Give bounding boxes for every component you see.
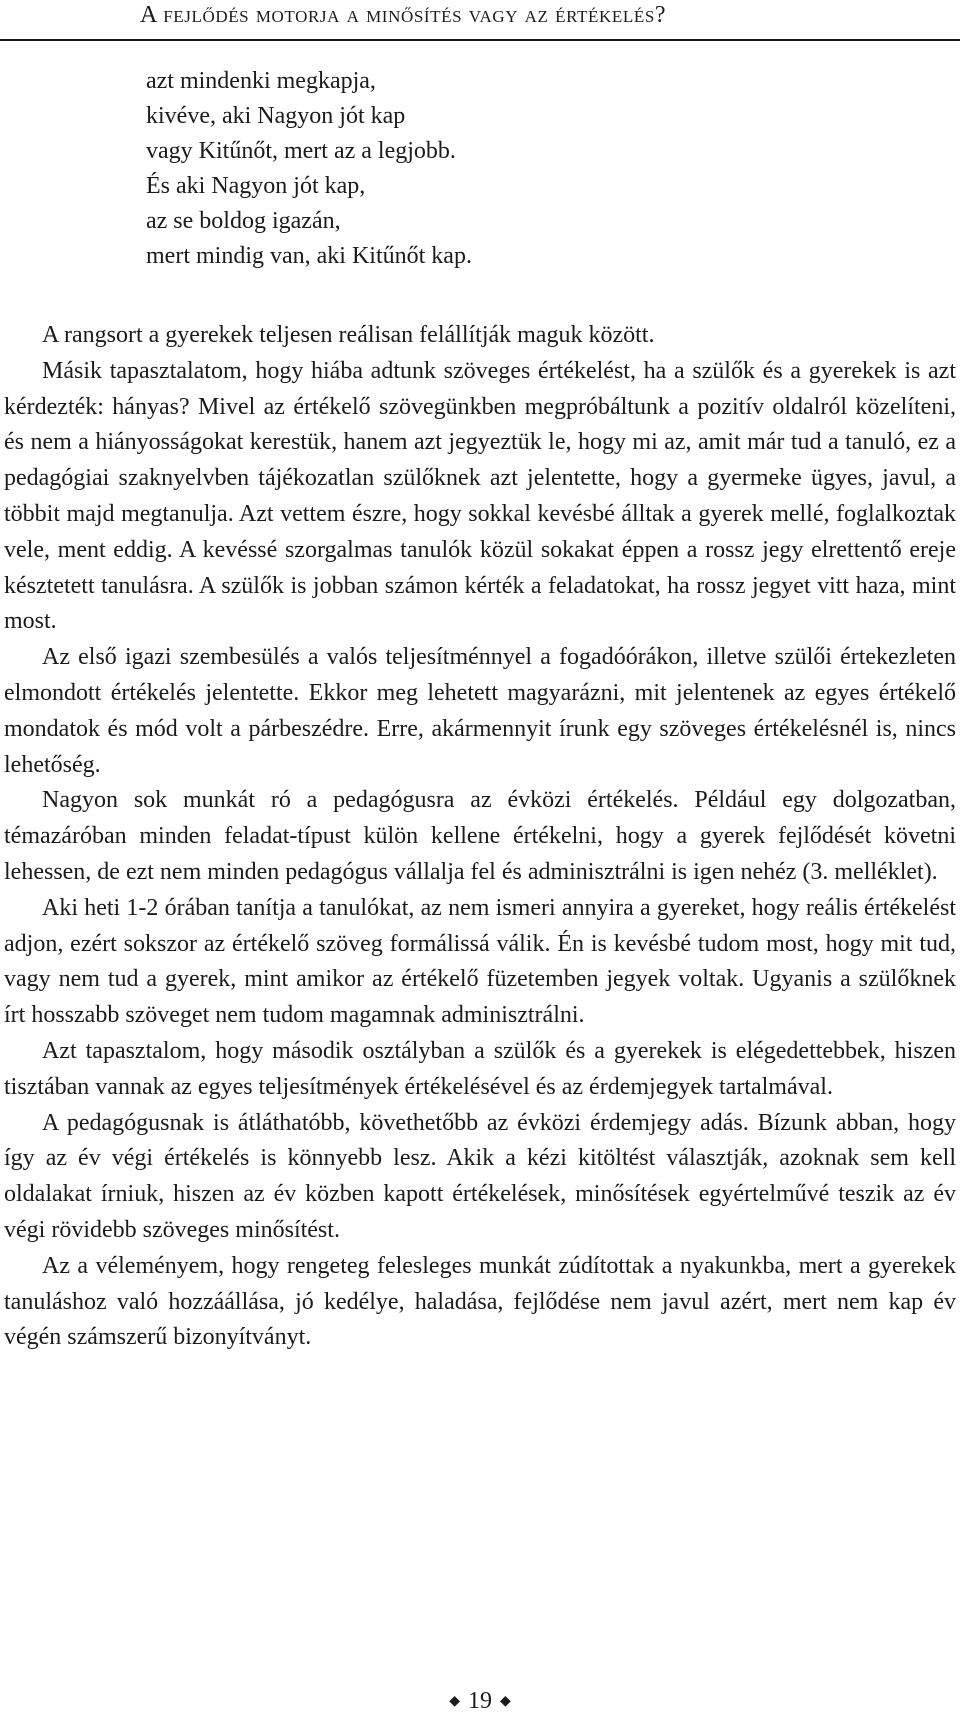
paragraph: Azt tapasztalom, hogy második osztályban a szülők és a gyerekek is elégedettebbek, hiszen tisztában vannak az egyes teljesítmények értékelésével és az érdemjegyek tartalmával. (4, 1037, 956, 1100)
diamond-ornament-icon: ◆ (449, 1694, 460, 1709)
poem-line: az se boldog igazán, (146, 208, 341, 234)
poem-block (146, 64, 472, 274)
poem-line: vagy Kitűnőt, mert az a legjobb. (146, 138, 456, 164)
poem-line: mert mindig van, aki Kitűnőt kap. (146, 243, 472, 269)
paragraph: Az első igazi szembesülés a valós teljesítménnyel a fogadóórákon, illetve szülői értekezleten elmondott értékelés jelentette. Ekkor meg lehetett magyarázni, mit jelentenek az egyes értékelő mondatok és mód volt a párbeszédre. Erre, akármennyit írunk egy szöveges értékelésnél is, nincs lehetőség. (4, 644, 956, 778)
paragraph: A pedagógusnak is átláthatóbb, követhetőbb az évközi érdemjegy adás. Bízunk abban, hogy így az év végi értékelés is könnyebb lesz. Akik a kézi kitöltést választják, azoknak sem kell oldalakat írniuk, hiszen az év közben kapott értékelések, minősítések egyértelművé teszik az év végi rövidebb szöveges minősítést. (4, 1109, 956, 1243)
page-footer (0, 1686, 960, 1717)
running-head: A fejlődés motorja a minősítés vagy az értékelés? (140, 2, 667, 28)
diamond-ornament-icon: ◆ (500, 1694, 511, 1709)
header-rule (0, 39, 960, 41)
poem-line: kivéve, aki Nagyon jót kap (146, 103, 406, 129)
paragraph: Az a véleményem, hogy rengeteg felesleges munkát zúdítottak a nyakunkba, mert a gyerekek tanuláshoz való hozzáállása, jó kedélye, haladása, fejlődése nem javul azért, mert nem kap év végén számszerű bizonyítványt. (4, 1252, 956, 1351)
body-text (4, 318, 956, 1356)
paragraph: Másik tapasztalatom, hogy hiába adtunk szöveges értékelést, ha a szülők és a gyerekek is azt kérdezték: hányas? Mivel az értékelő szövegünkben megpróbáltunk a pozitív oldalról közelíteni, és nem a hiányosságokat kerestük, hanem azt jegyeztük le, hogy mi az, amit már tud a tanuló, ez a pedagógiai szaknyelvben tájékozatlan szülőknek azt jelentette, hogy a gyermeke ügyes, javul, a többit majd megtanulja. Azt vettem észre, hogy sokkal kevésbé álltak a gyerek mellé, foglalkoztak vele, ment eddig. A kevéssé szorgalmas tanulók közül sokakat éppen a rossz jegy elrettentő ereje késztetett tanulásra. A szülők is jobban számon kérték a feladatokat, ha rossz jegyet vitt haza, mint most. (4, 357, 956, 635)
paragraph: Nagyon sok munkát ró a pedagógusra az évközi értékelés. Például egy dolgozatban, témazáróban minden feladat-típust külön kellene értékelni, hogy a gyerek fejlődését követni lehessen, de ezt nem minden pedagógus vállalja fel és adminisztrálni is igen nehéz (3. melléklet). (4, 787, 956, 885)
poem-line: azt mindenki megkapja, (146, 68, 376, 94)
paragraph: A rangsort a gyerekek teljesen reálisan felállítják maguk között. (42, 322, 655, 348)
paragraph: Aki heti 1-2 órában tanítja a tanulókat, az nem ismeri annyira a gyereket, hogy reális értékelést adjon, ezért sokszor az értékelő szöveg formálissá válik. Én is kevésbé tudom most, hogy mit tud, vagy nem tud a gyerek, mint amikor az értékelő füzetemben jegyek voltak. Ugyanis a szülőknek írt hosszabb szöveget nem tudom magamnak adminisztrálni. (4, 894, 956, 1029)
page-number: 19 (468, 1688, 492, 1714)
poem-line: És aki Nagyon jót kap, (146, 173, 366, 199)
